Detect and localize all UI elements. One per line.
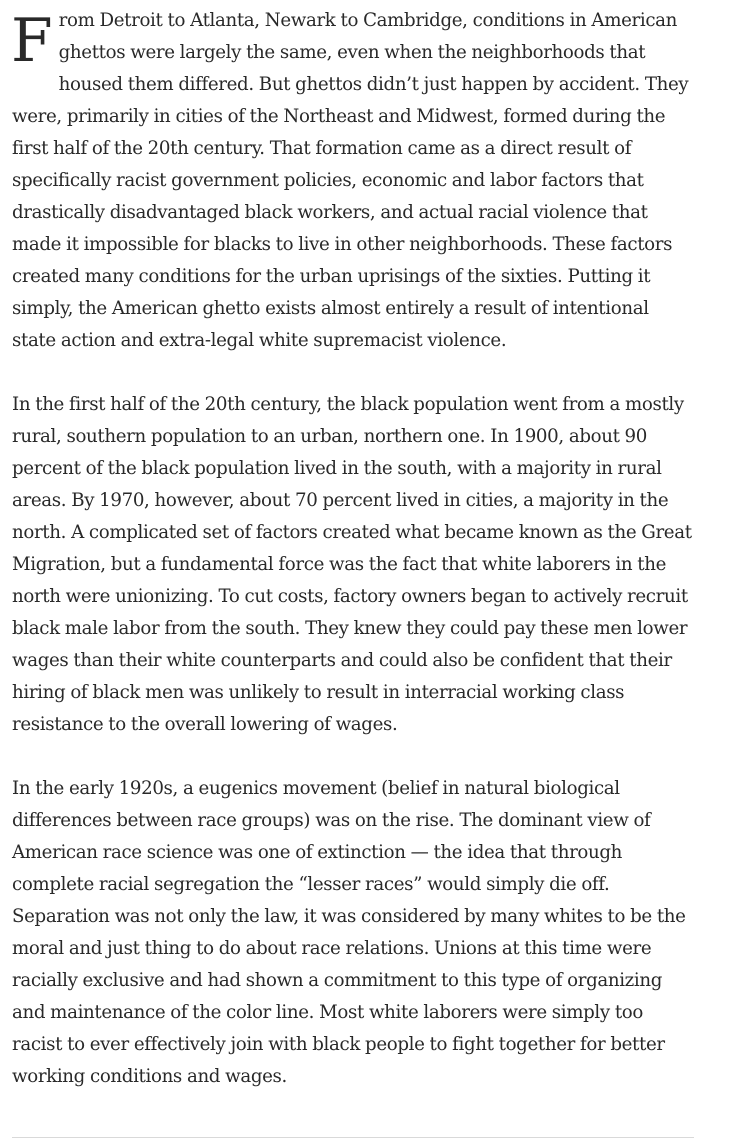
paragraph-1 <box>12 5 694 357</box>
section-divider <box>12 1137 694 1138</box>
paragraph-1-text: rom Detroit to Atlanta, Newark to Cambridge, conditions in American ghettos were largely the same, even when the neighborhoods that housed them differed. But ghettos didn’t just happen by accident. They were, primarily in cities of the Northeast and Midwest, formed during the first half of the 20th century. That formation came as a direct result of specifically racist government policies, economic and labor factors that drastically disadvantaged black workers, and actual racial violence that made it impossible for blacks to live in other neighborhoods. These factors created many conditions for the urban uprisings of the sixties. Putting it simply, the American ghetto exists almost entirely a result of intentional state action and extra-legal white supremacist violence. <box>12 10 689 351</box>
article-body <box>12 5 694 1125</box>
paragraph-3: In the early 1920s, a eugenics movement (belief in natural biological differences between race groups) was on the rise. The dominant view of American race science was one of extinction — the idea that through complete racial segregation the “lesser races” would simply die off. Separation was not only the law, it was considered by many whites to be the moral and just thing to do about race relations. Unions at this time were racially exclusive and had shown a commitment to this type of organizing and maintenance of the color line. Most white laborers were simply too racist to ever effectively join with black people to fight together for better working conditions and wages. <box>12 778 686 1087</box>
drop-cap: F <box>11 6 53 76</box>
paragraph-2: In the first half of the 20th century, the black population went from a mostly rural, southern population to an urban, northern one. In 1900, about 90 percent of the black population lived in the south, with a majority in rural areas. By 1970, however, about 70 percent lived in cities, a majority in the north. A complicated set of factors created what became known as the Great Migration, but a fundamental force was the fact that white laborers in the north were unionizing. To cut costs, factory owners began to actively recruit black male labor from the south. They knew they could pay these men lower wages than their white counterparts and could also be confident that their hiring of black men was unlikely to result in interracial working class resistance to the overall lowering of wages. <box>12 394 692 735</box>
